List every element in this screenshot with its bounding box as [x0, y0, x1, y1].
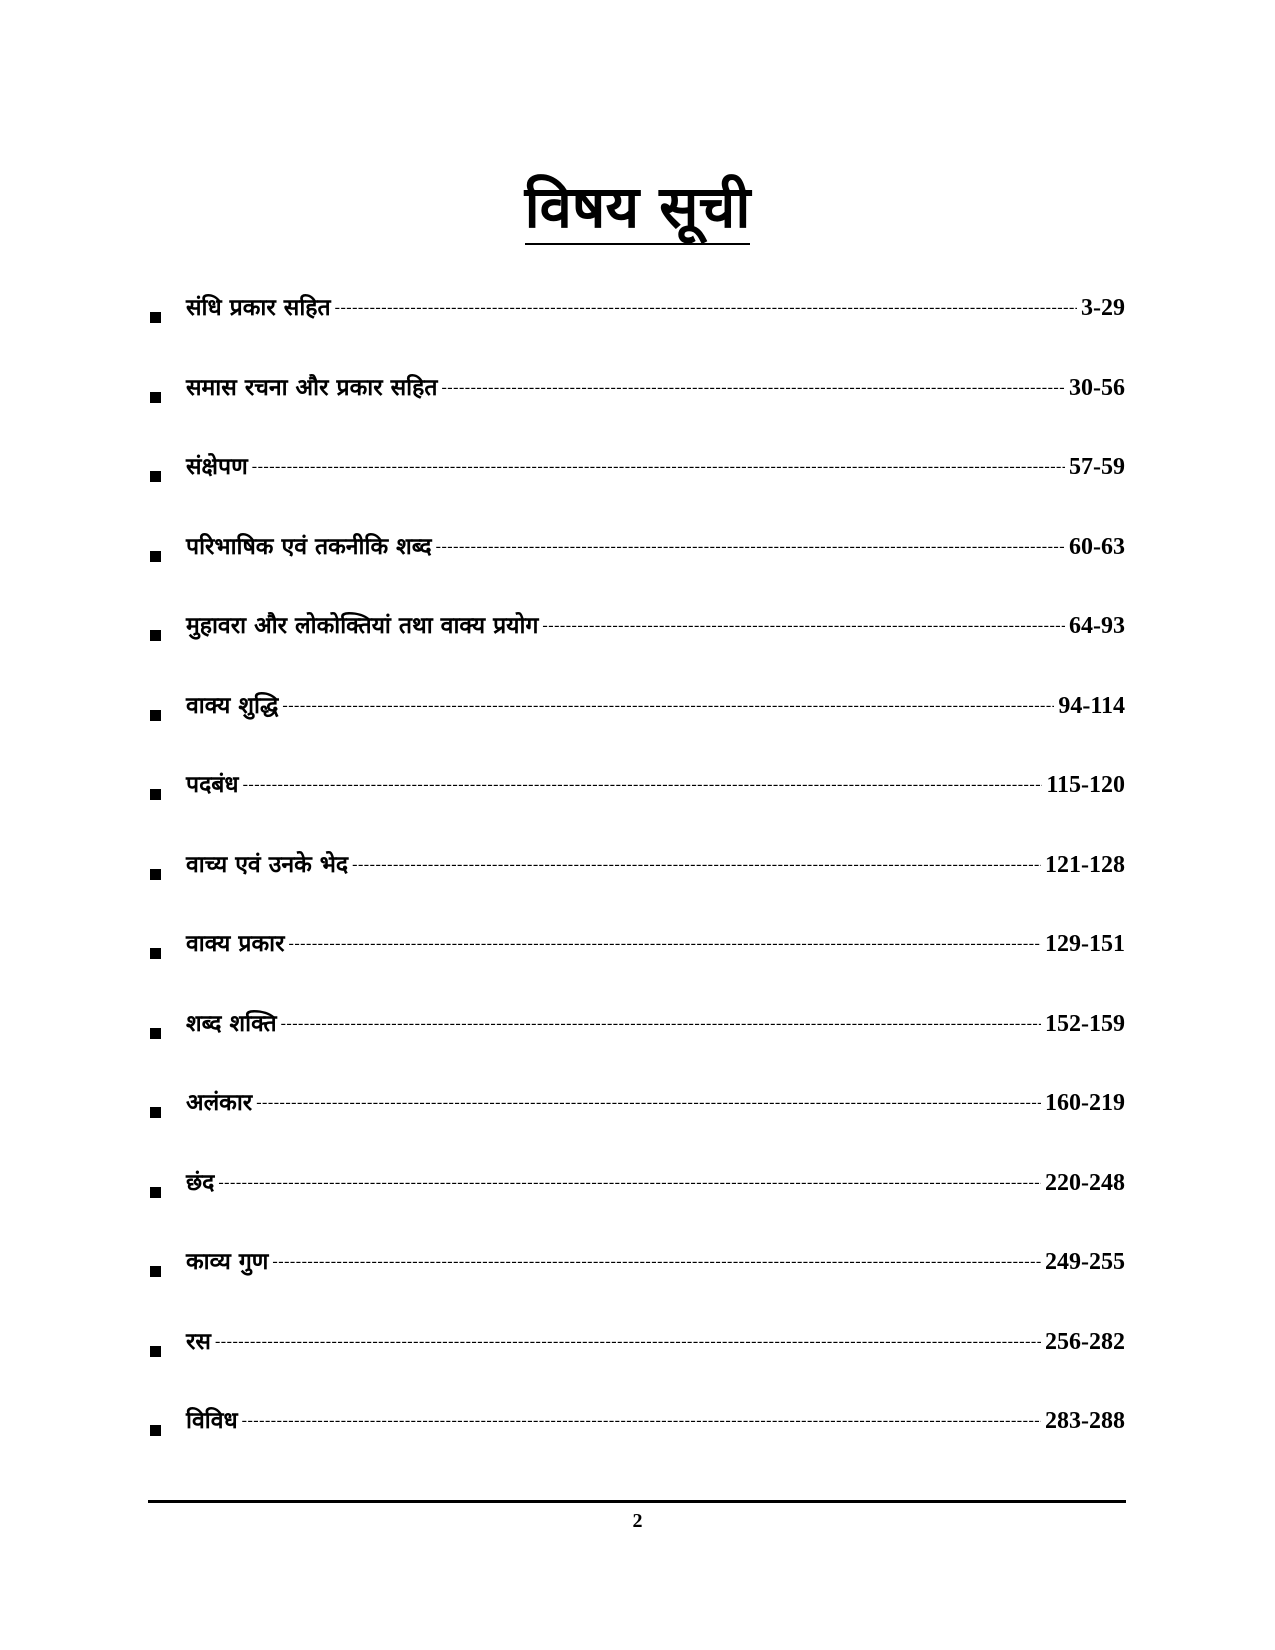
- square-bullet-icon: [150, 1028, 161, 1039]
- toc-item-title: रस: [186, 1328, 211, 1355]
- toc-dot-leader: [335, 299, 1077, 317]
- toc-item-title: संक्षेपण: [186, 454, 248, 480]
- square-bullet-icon: [150, 1425, 161, 1436]
- toc-item-title: परिभाषिक एवं तकनीकि शब्द: [186, 533, 432, 560]
- toc-dot-leader: [352, 856, 1041, 874]
- square-bullet-icon: [150, 1187, 161, 1198]
- toc-item: [150, 370, 1125, 450]
- footer-divider: [148, 1500, 1126, 1503]
- page-number: 2: [632, 1510, 643, 1532]
- toc-item-pages: 60-63: [1069, 533, 1125, 560]
- table-of-contents: [150, 290, 1125, 1483]
- toc-item-title: संधि प्रकार सहित: [186, 295, 331, 321]
- page-title-text: विषय सूची: [525, 171, 751, 245]
- toc-item: [150, 767, 1125, 847]
- toc-item: [150, 926, 1125, 1006]
- square-bullet-icon: [150, 869, 161, 880]
- toc-item: [150, 529, 1125, 609]
- toc-item-title: शब्द शक्ति: [186, 1010, 277, 1037]
- square-bullet-icon: [150, 1107, 161, 1118]
- toc-item-pages: 30-56: [1069, 374, 1125, 401]
- toc-item-pages: 249-255: [1045, 1249, 1125, 1275]
- toc-dot-leader: [218, 1174, 1041, 1192]
- square-bullet-icon: [150, 1346, 161, 1357]
- toc-item: [150, 290, 1125, 370]
- toc-item: [150, 847, 1125, 927]
- toc-item: [150, 1324, 1125, 1404]
- toc-item-title: वाक्य शुद्धि: [186, 692, 279, 719]
- toc-dot-leader: [272, 1253, 1041, 1271]
- toc-item-pages: 256-282: [1045, 1328, 1125, 1355]
- square-bullet-icon: [150, 948, 161, 959]
- toc-item: [150, 1006, 1125, 1086]
- toc-item: [150, 1403, 1125, 1483]
- toc-item-title: वाक्य प्रकार: [186, 931, 285, 957]
- toc-item: [150, 449, 1125, 529]
- toc-item: [150, 688, 1125, 768]
- toc-item-pages: 283-288: [1045, 1408, 1125, 1434]
- toc-dot-leader: [215, 1333, 1041, 1351]
- toc-item: [150, 1244, 1125, 1324]
- square-bullet-icon: [150, 471, 161, 482]
- toc-dot-leader: [281, 1015, 1041, 1033]
- toc-dot-leader: [542, 617, 1065, 635]
- toc-item-pages: 94-114: [1058, 692, 1125, 719]
- square-bullet-icon: [150, 789, 161, 800]
- toc-item-pages: 121-128: [1045, 851, 1125, 878]
- toc-item-pages: 57-59: [1069, 454, 1125, 480]
- toc-item-pages: 160-219: [1045, 1090, 1125, 1116]
- square-bullet-icon: [150, 710, 161, 721]
- toc-dot-leader: [243, 776, 1043, 794]
- toc-dot-leader: [282, 697, 1054, 715]
- toc-item-pages: 152-159: [1045, 1010, 1125, 1037]
- toc-item-title: काव्य गुण: [186, 1249, 269, 1275]
- toc-dot-leader: [441, 379, 1065, 397]
- toc-item-title: छंद: [186, 1169, 215, 1196]
- toc-dot-leader: [289, 935, 1041, 953]
- square-bullet-icon: [150, 630, 161, 641]
- toc-item: [150, 1165, 1125, 1245]
- toc-dot-leader: [242, 1412, 1041, 1430]
- toc-item-pages: 3-29: [1081, 295, 1125, 321]
- toc-dot-leader: [252, 458, 1065, 476]
- toc-item-pages: 220-248: [1045, 1169, 1125, 1196]
- toc-item-title: विविध: [186, 1408, 238, 1434]
- toc-item-title: मुहावरा और लोकोक्तियां तथा वाक्य प्रयोग: [186, 613, 539, 639]
- toc-item-pages: 129-151: [1045, 931, 1125, 957]
- toc-item: [150, 608, 1125, 688]
- toc-item-title: समास रचना और प्रकार सहित: [186, 374, 438, 401]
- toc-dot-leader: [436, 538, 1065, 556]
- toc-dot-leader: [256, 1094, 1041, 1112]
- toc-item-title: अलंकार: [186, 1090, 253, 1116]
- square-bullet-icon: [150, 1266, 161, 1277]
- square-bullet-icon: [150, 312, 161, 323]
- square-bullet-icon: [150, 392, 161, 403]
- toc-item-pages: 64-93: [1069, 613, 1125, 639]
- toc-item-title: पदबंध: [186, 772, 239, 798]
- square-bullet-icon: [150, 551, 161, 562]
- toc-item: [150, 1085, 1125, 1165]
- page-title: [0, 167, 1275, 247]
- toc-item-pages: 115-120: [1046, 772, 1125, 798]
- toc-item-title: वाच्य एवं उनके भेद: [186, 851, 349, 878]
